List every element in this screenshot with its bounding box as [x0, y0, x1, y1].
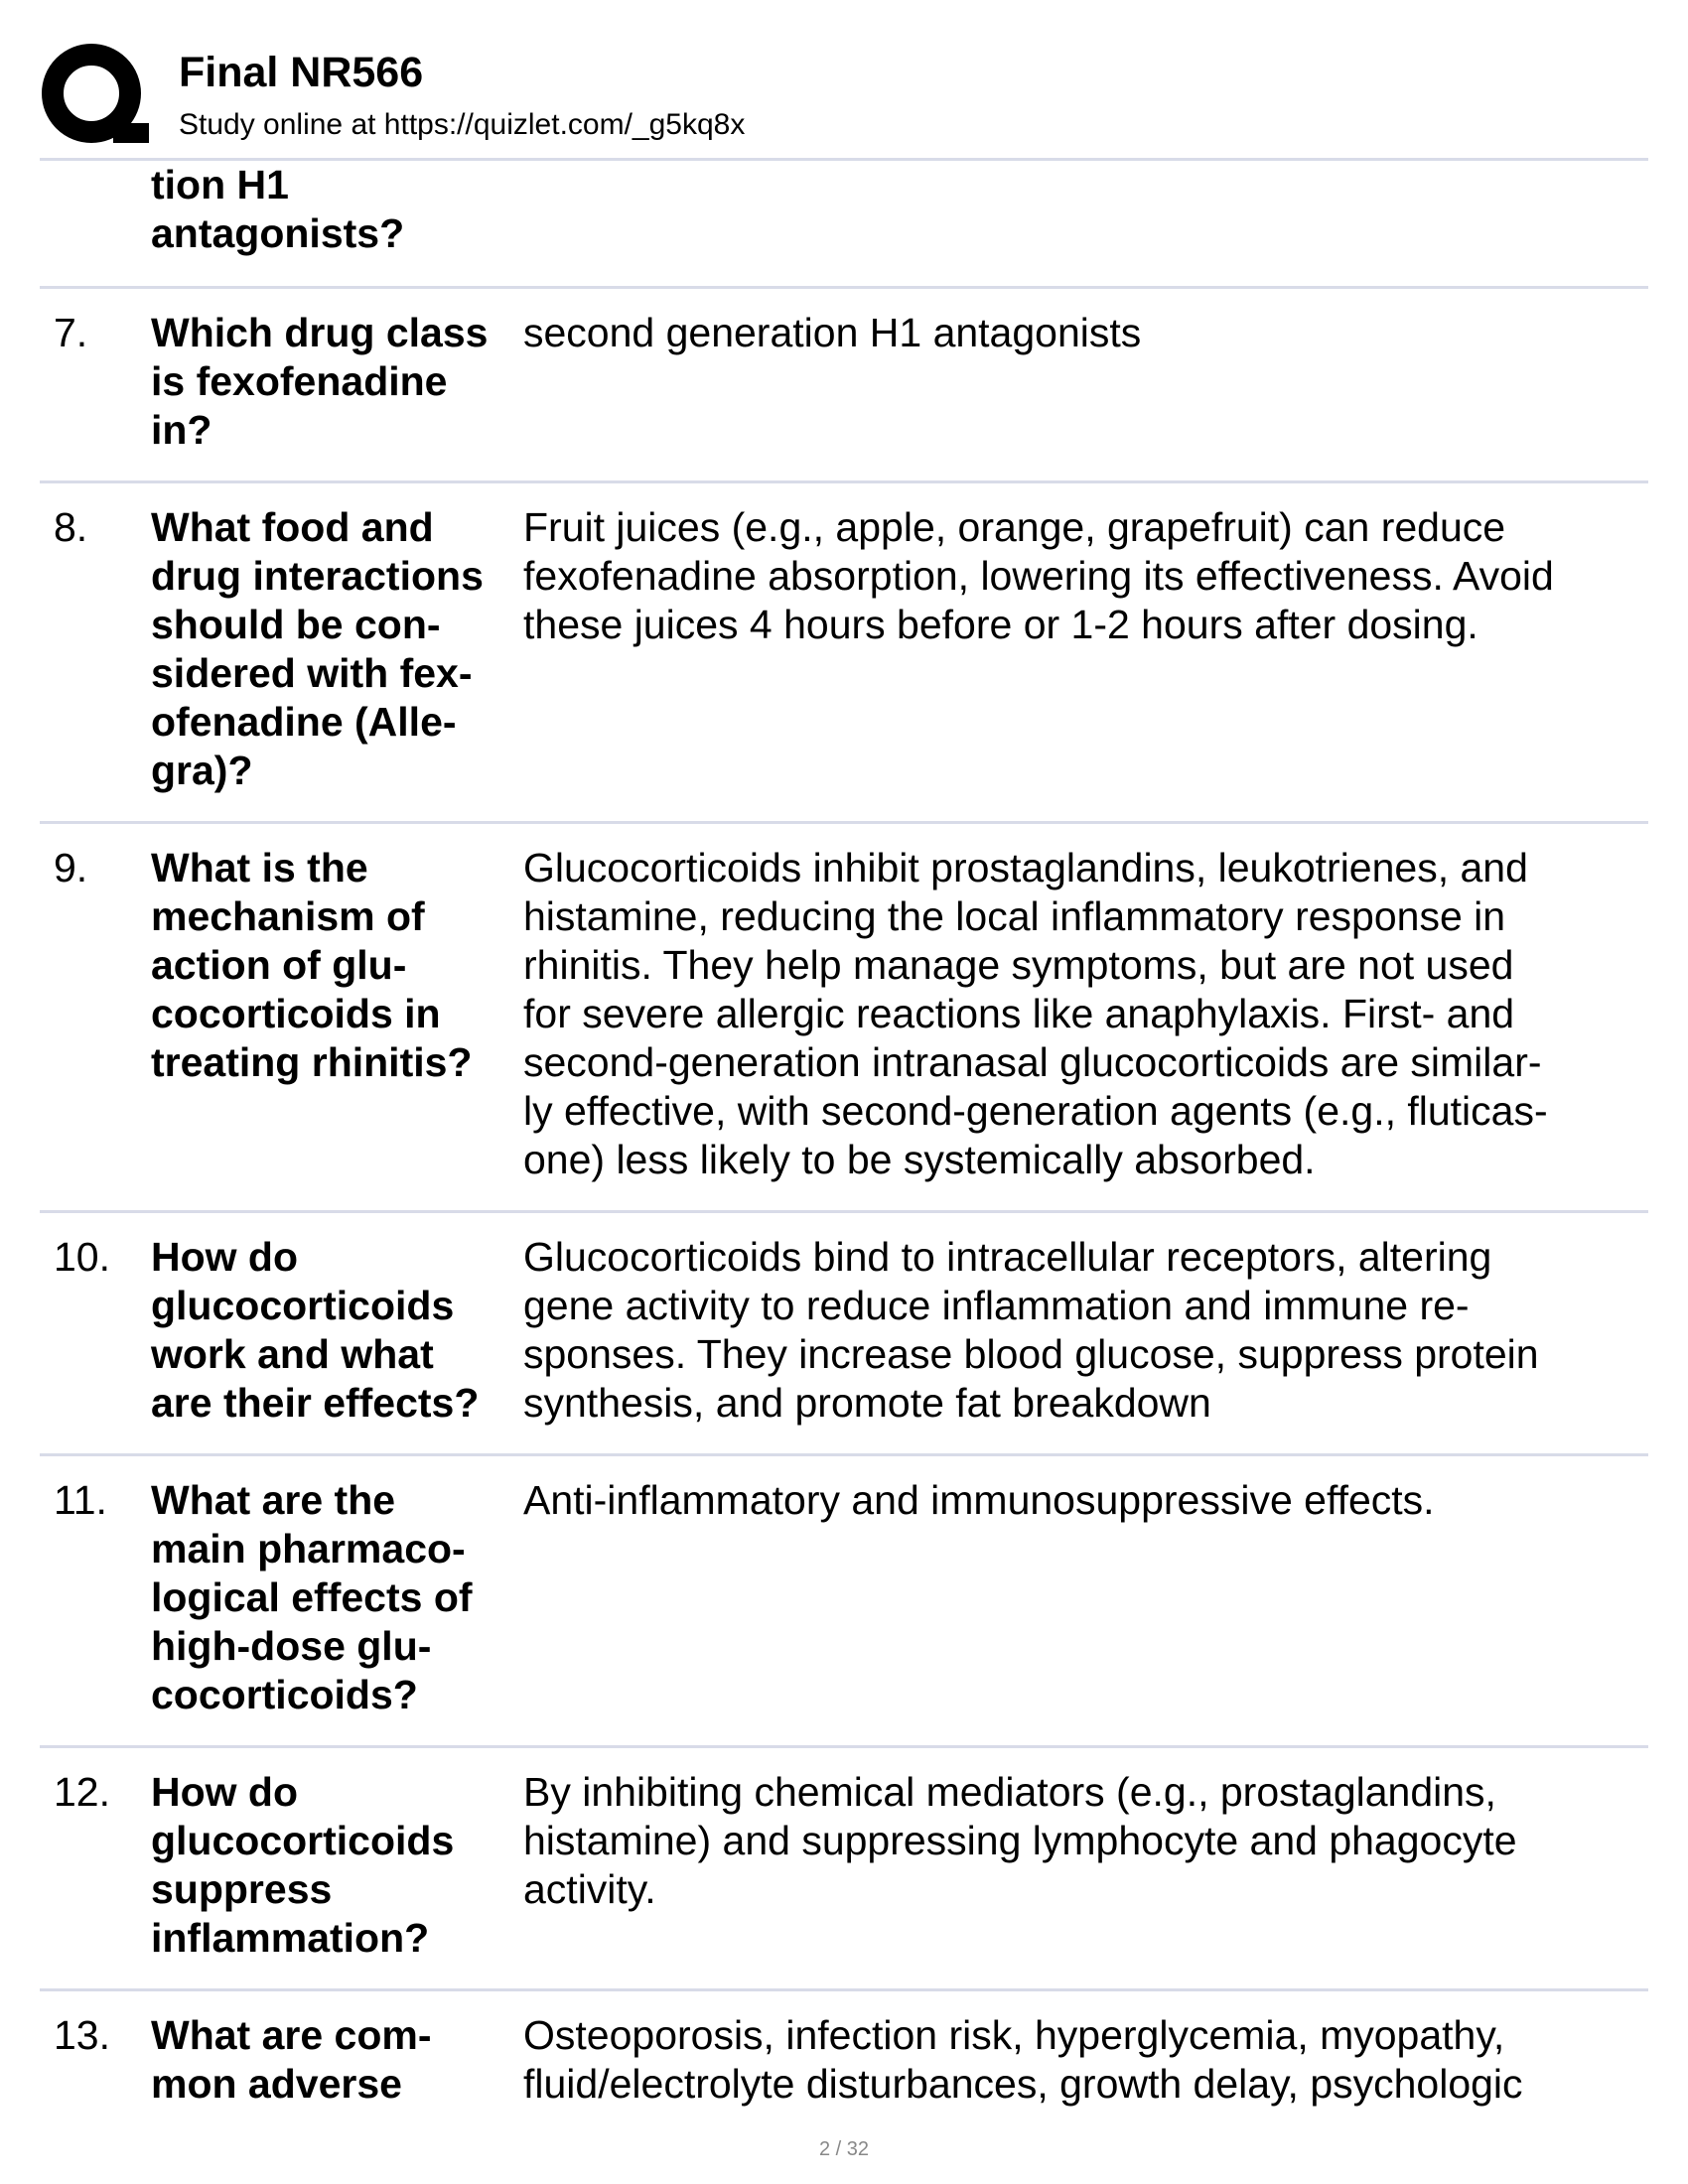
flashcard-13	[40, 1991, 1648, 2134]
card-definition: Anti-inflammatory and immunosuppressive effects.	[523, 1477, 1435, 1523]
document-title: Final NR566	[179, 49, 424, 96]
card-definition: Osteoporosis, infection risk, hyperglycemia, myopathy, fluid/electrolyte disturbances, growth delay, psychologic	[523, 2012, 1523, 2107]
card-term: tion H1 antagonists?	[151, 162, 405, 256]
flashcard-8	[40, 483, 1648, 824]
card-term: What are the main pharmaco- logical effects of high-dose glu- cocorticoids?	[151, 1477, 473, 1717]
card-definition: second generation H1 antagonists	[523, 310, 1142, 355]
flashcard-12	[40, 1748, 1648, 1991]
flashcard-9	[40, 824, 1648, 1213]
quizlet-q-logo-icon	[40, 40, 151, 151]
card-term: What food and drug interactions should be con- sidered with fex- ofenadine (Alle- gra)?	[151, 504, 484, 793]
page-header	[40, 40, 1648, 159]
card-number: 7.	[54, 310, 88, 355]
card-term: What are com- mon adverse	[151, 2012, 432, 2107]
card-definition	[523, 161, 1648, 260]
card-number: 12.	[54, 1769, 110, 1815]
card-definition: Glucocorticoids bind to intracellular receptors, altering gene activity to reduce inflammation and immune re- sponses. They increase blood glucose, suppress protein synthesis, and promote fat breakdown	[523, 1234, 1539, 1426]
card-term: Which drug class is fexofenadine in?	[151, 310, 489, 453]
card-number: 8.	[54, 504, 88, 550]
card-term: What is the mechanism of action of glu- cocorticoids in treating rhinitis?	[151, 845, 473, 1085]
flashcard-11	[40, 1456, 1648, 1748]
card-number: 13.	[54, 2012, 110, 2058]
flashcard-continued	[40, 161, 1648, 289]
card-number: 10.	[54, 1234, 110, 1280]
flashcard-list	[40, 161, 1648, 2134]
flashcard-7	[40, 289, 1648, 483]
card-term: How do glucocorticoids suppress inflammation?	[151, 1769, 455, 1961]
card-definition: Glucocorticoids inhibit prostaglandins, leukotrienes, and histamine, reducing the local inflammatory response in rhinitis. They help manage symptoms, but are not used for severe allergic reactions like anaphylaxis. First- and second-generation intranasal glucocorticoids are similar- ly effective, with second-generation agents (e.g., fluticas- one) less likely to be systemically absorbed.	[523, 845, 1548, 1182]
study-online-link[interactable]: Study online at https://quizlet.com/_g5kq8x	[179, 108, 746, 141]
card-definition: By inhibiting chemical mediators (e.g., prostaglandins, histamine) and suppressing lymphocyte and phagocyte activity.	[523, 1769, 1517, 1912]
card-term: How do glucocorticoids work and what are their effects?	[151, 1234, 480, 1426]
card-number: 11.	[54, 1477, 107, 1523]
card-number: 9.	[54, 845, 88, 890]
page-indicator: 2 / 32	[818, 2138, 870, 2160]
card-definition: Fruit juices (e.g., apple, orange, grapefruit) can reduce fexofenadine absorption, lowering its effectiveness. Avoid these juices 4 hours before or 1-2 hours after dosing.	[523, 504, 1554, 647]
flashcard-10	[40, 1213, 1648, 1456]
card-number	[40, 161, 151, 260]
